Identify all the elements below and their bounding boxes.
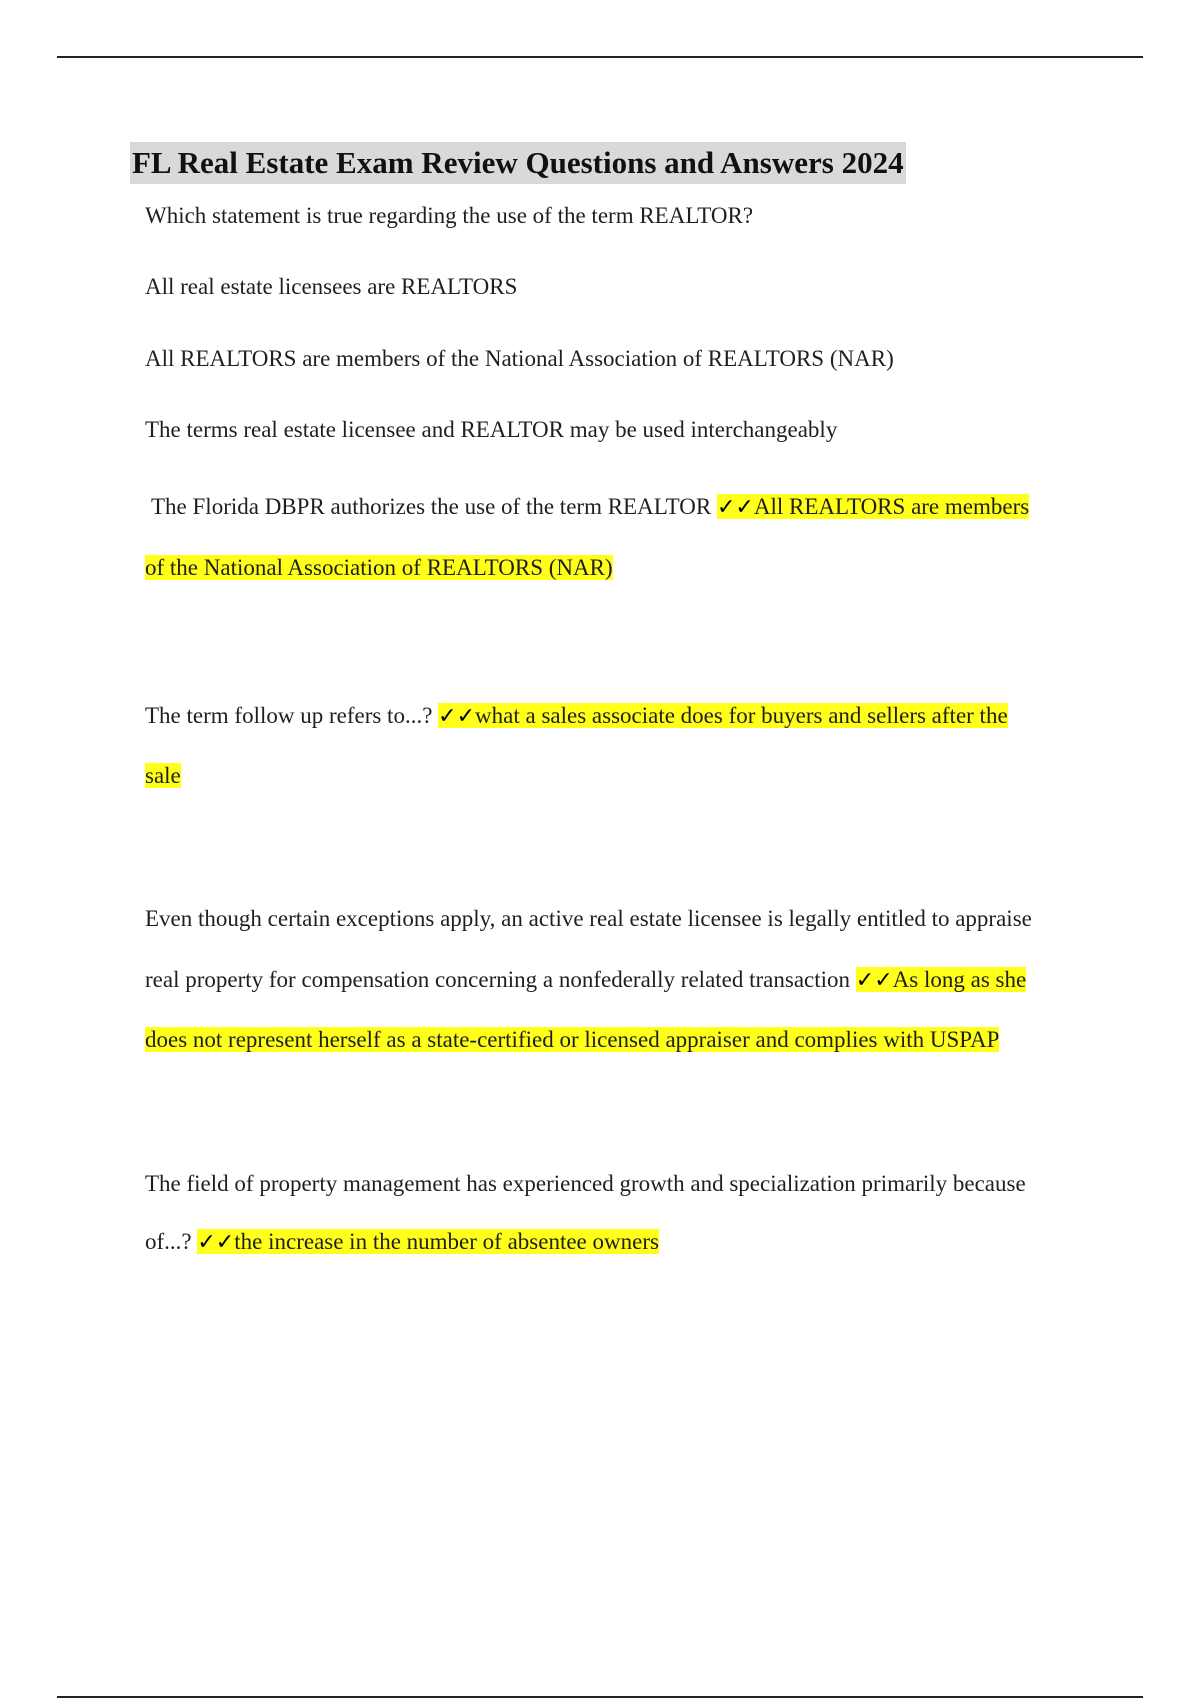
question-3-line-1: Even though certain exceptions apply, an active real estate licensee is legally entitled to appraise (145, 906, 1032, 931)
question-2-text: The term follow up refers to...? (145, 703, 433, 728)
question-2-row (145, 700, 1008, 733)
answer-2-row-2 (145, 760, 181, 792)
answer-3-line-1: As long as she (892, 967, 1027, 992)
answer-2-highlight (438, 703, 1008, 728)
answer-3-row-2 (145, 1024, 999, 1056)
question-3-row-2 (145, 964, 1026, 997)
header-rule (57, 56, 1143, 58)
question-1-option-1: All real estate licensees are REALTORS (145, 274, 518, 299)
answer-4-highlight (197, 1229, 659, 1254)
double-check-icon: ✓✓ (438, 704, 476, 729)
answer-2-line-1: what a sales associate does for buyers and sellers after the (475, 703, 1008, 728)
answer-1-line-2: of the National Association of REALTORS (NAR) (145, 555, 613, 580)
question-1-option-4-row (151, 491, 1029, 524)
footer-rule (57, 1696, 1143, 1698)
answer-2-line-2: sale (145, 763, 181, 788)
question-3-line-2: real property for compensation concerning a nonfederally related transaction (145, 967, 851, 992)
answer-3-highlight (856, 967, 1026, 992)
answer-1-highlight (717, 494, 1029, 519)
answer-3-line-2: does not represent herself as a state-certified or licensed appraiser and complies with USPAP (145, 1027, 1000, 1052)
question-4-line-1: The field of property management has experienced growth and specialization primarily because (145, 1171, 1026, 1196)
double-check-icon: ✓✓ (716, 495, 754, 520)
double-check-icon: ✓✓ (197, 1230, 235, 1255)
question-1-option-3: The terms real estate licensee and REALTOR may be used interchangeably (145, 417, 838, 442)
question-4-row-2 (145, 1226, 659, 1259)
answer-1-row-2 (145, 552, 613, 584)
question-1-option-2: All REALTORS are members of the National Association of REALTORS (NAR) (145, 346, 894, 371)
answer-4-line-1: the increase in the number of absentee owners (234, 1229, 659, 1254)
question-1-text: Which statement is true regarding the use of the term REALTOR? (145, 203, 754, 228)
page-title: FL Real Estate Exam Review Questions and Answers 2024 (130, 142, 906, 184)
question-1-option-4: The Florida DBPR authorizes the use of the term REALTOR (151, 494, 712, 519)
question-4-line-2: of...? (145, 1229, 192, 1254)
answer-1-line-1: All REALTORS are members (753, 494, 1030, 519)
double-check-icon: ✓✓ (855, 968, 893, 993)
